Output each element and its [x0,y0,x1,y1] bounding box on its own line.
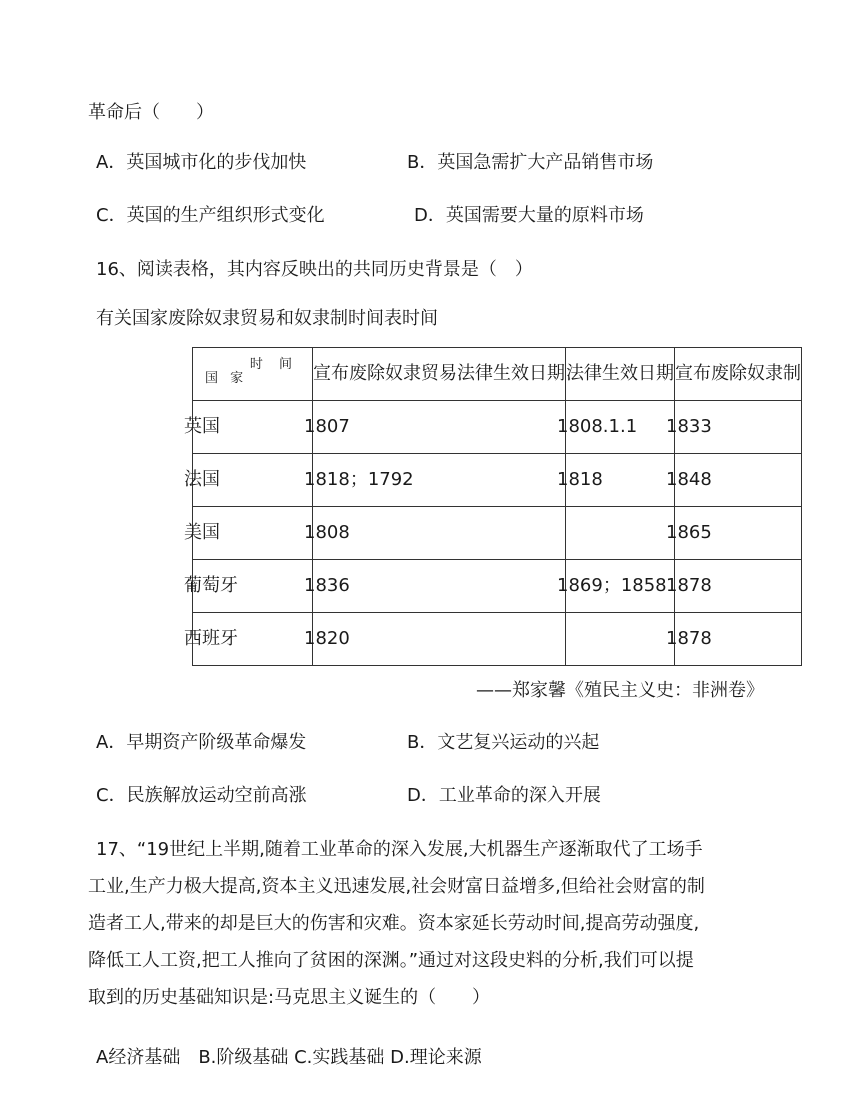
trade-ban-cell: 1792；1818 [304,469,414,490]
slavery-ban-cell: 1833 [666,416,712,437]
trade-ban-cell: 1808 [304,522,350,543]
slavery-ban-cell: 1878 [666,575,712,596]
corner-label-country: 国 家 [205,371,248,386]
header-slavery-ban: 宣布废除奴隶制 [675,363,801,384]
q17-stem-line-2: 工业,生产力极大提高,资本主义迅速发展,社会财富日益增多,但给社会财富的制 [88,876,705,897]
q15-stem-tail: 革命后（ ） [88,102,214,123]
header-trade-ban: 宣布废除奴隶贸易法律生效日期 [313,363,565,384]
trade-ban-cell: 1807 [304,416,350,437]
table-header-cell [566,348,675,401]
table-row [193,454,802,507]
effective-date-cell: 1858；1869 [557,575,667,596]
q16-option-c: C．民族解放运动空前高涨 [96,785,307,806]
q16-option-b: B．文艺复兴运动的兴起 [407,732,600,753]
q16-option-a: A．早期资产阶级革命爆发 [96,732,307,753]
q15-option-c: C．英国的生产组织形式变化 [96,205,325,226]
q15-option-d: D．英国需要大量的原料市场 [414,205,644,226]
table-row [193,560,802,613]
table-row [193,613,802,666]
q17-stem-line-5: 取到的历史基础知识是:马克思主义诞生的（ ） [88,987,491,1008]
slavery-ban-cell: 1865 [666,522,712,543]
header-effective-date: 法律生效日期 [566,363,674,384]
effective-date-cell: 1818 [557,469,603,490]
q16-table-caption: 有关国家废除奴隶贸易和奴隶制时间表时间 [96,308,438,329]
table-corner-cell [193,348,313,401]
country-cell: 葡萄牙 [184,575,238,596]
trade-ban-cell: 1820 [304,628,350,649]
country-cell: 西班牙 [184,628,238,649]
q15-option-a: A．英国城市化的步伐加快 [96,152,307,173]
q17-options: A经济基础 B.阶级基础 C.实践基础 D.理论来源 [96,1047,482,1068]
table-row [193,401,802,454]
slavery-ban-cell: 1878 [666,628,712,649]
q16-table-source: ——郑家馨《殖民主义史：非洲卷》 [476,680,764,701]
effective-date-cell: 1808.1.1 [557,416,638,437]
q16-option-d: D．工业革命的深入开展 [407,785,601,806]
q17-stem-line-3: 造者工人,带来的却是巨大的伤害和灾难。资本家延长劳动时间,提高劳动强度, [88,913,700,934]
country-cell: 英国 [184,416,220,437]
table-header-cell [675,348,802,401]
table-row [193,507,802,560]
slavery-abolition-table [184,347,802,666]
q15-option-b: B．英国急需扩大产品销售市场 [407,152,654,173]
corner-label-time: 时 间 [249,357,298,372]
q16-stem: 16、阅读表格，其内容反映出的共同历史背景是（ ） [96,259,533,280]
country-cell: 美国 [184,522,220,543]
table-header-cell [313,348,566,401]
slavery-ban-cell: 1848 [666,469,712,490]
q17-stem-line-4: 降低工人工资,把工人推向了贫困的深渊。”通过对这段史料的分析,我们可以提 [88,950,694,971]
country-cell: 法国 [184,469,220,490]
trade-ban-cell: 1836 [304,575,350,596]
q17-stem-line-1: 17、“19世纪上半期,随着工业革命的深入发展,大机器生产逐渐取代了工场手 [96,839,703,860]
table-header-row [193,348,802,401]
